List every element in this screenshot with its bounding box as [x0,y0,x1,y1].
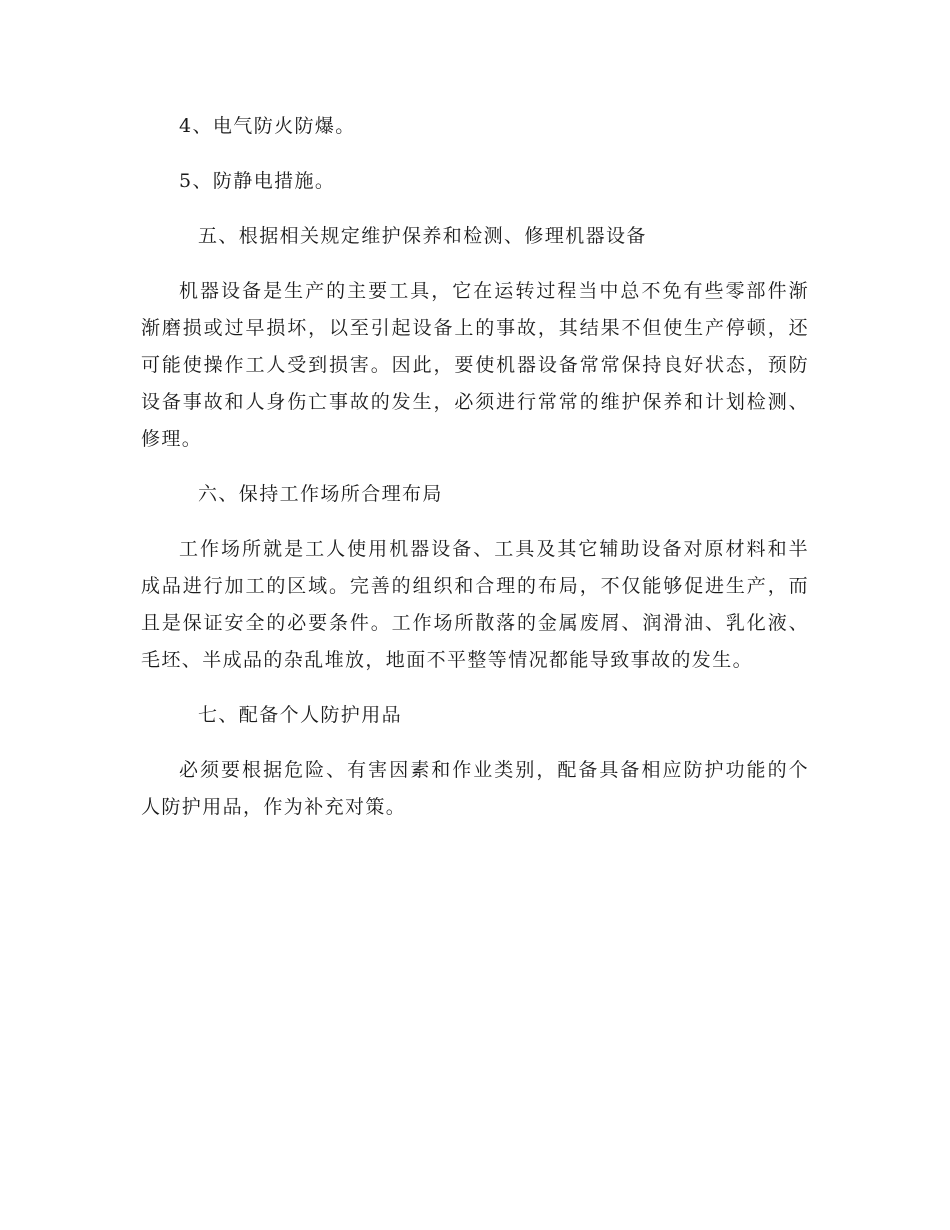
section-heading-protective-equipment: 七、配备个人防护用品 [198,704,403,726]
section-heading-maintenance: 五、根据相关规定维护保养和检测、修理机器设备 [198,225,647,247]
document-body [141,108,809,844]
body-paragraph-protective-equipment: 必须要根据危险、有害因素和作业类别，配备具备相应防护功能的个人防护用品，作为补充对策。 [141,759,809,818]
body-paragraph-workplace-layout: 工作场所就是工人使用机器设备、工具及其它辅助设备对原材料和半成品进行加工的区域。完善的组织和合理的布局，不仅能够促进生产，而且是保证安全的必要条件。工作场所散落的金属废屑、润滑油、乳化液、毛坯、半成品的杂乱堆放，地面不平整等情况都能导致事故的发生。 [141,538,809,671]
list-item-electrical-fire: 4、电气防火防爆。 [179,115,356,137]
section-heading-workplace-layout: 六、保持工作场所合理布局 [198,483,443,505]
body-paragraph-maintenance: 机器设备是生产的主要工具，它在运转过程当中总不免有些零部件渐渐磨损或过早损坏，以至引起设备上的事故，其结果不但使生产停顿，还可能使操作工人受到损害。因此，要使机器设备常常保持良好状态，预防设备事故和人身伤亡事故的发生，必须进行常常的维护保养和计划检测、修理。 [141,280,809,450]
list-item-antistatic: 5、防静电措施。 [179,170,336,192]
